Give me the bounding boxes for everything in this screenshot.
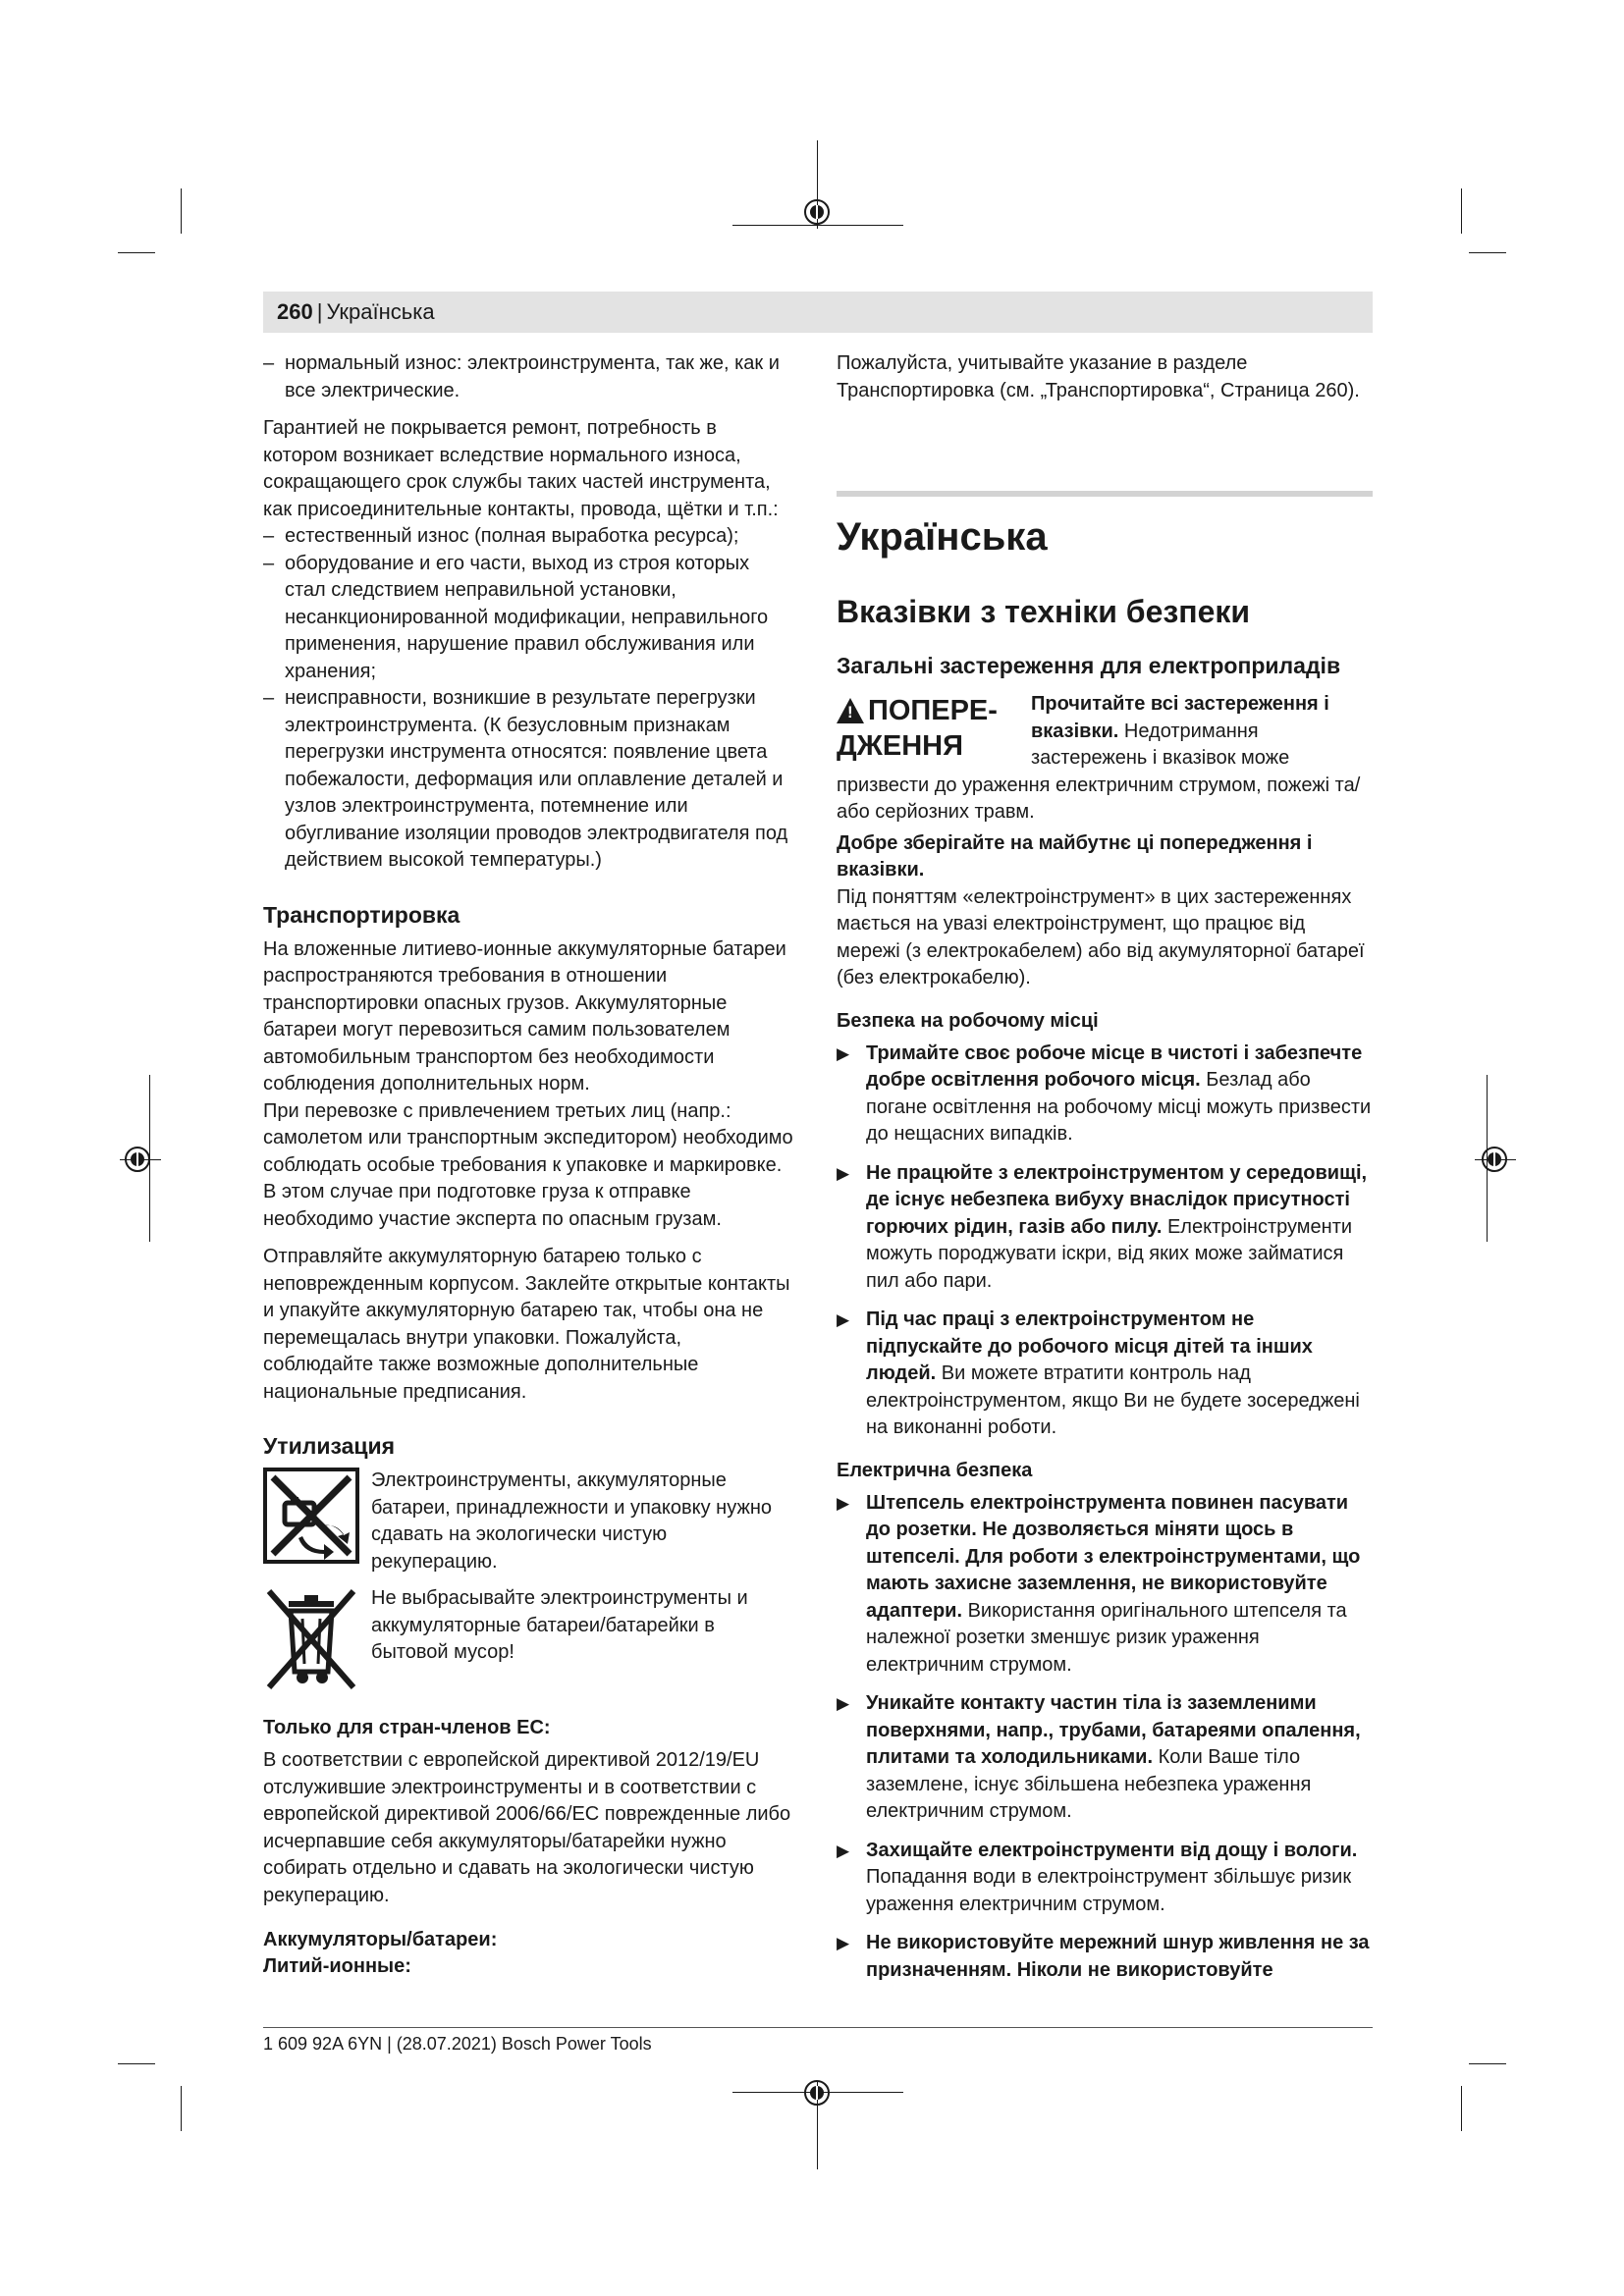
crop-mark [1461, 2086, 1462, 2131]
eu-paragraph: В соответствии с европейской директивой 2012/19/EU отслужившие электроинструменты и в соответствии с европейской директивой 2006/66/EC поврежденные либо исчерпавшие себя аккумуляторы/батарейки нужно собирать отдельно и сдавать на экологически чистую рекуперацию. [263, 1749, 791, 1906]
list-item: – неисправности, возникшие в результате перегрузки электроинструмента. (К безусловным признакам перегрузки инструмента относятся: появление цвета побежалости, деформация или оплавление деталей и узлов электроинструмента, потемнение или обугливание изоляции проводов электродвигателя под действием высокой температуры.) [263, 687, 788, 871]
list-item: ▶ Захищайте електроінструменти від дощу і вологи. Попадання води в електроінструмент збільшує ризик ураження електричним струмом. [837, 1839, 1358, 1915]
transport-paragraph: Отправляйте аккумуляторную батарею только с неповрежденным корпусом. Заклейте открытые контакты и упакуйте аккумуляторную батарею так, чтобы она не перемещалась внутри упаковки. Пожалуйста, соблюдайте также возможные дополнительные национальные предписания. [263, 1246, 790, 1403]
header-language: Українська [326, 299, 435, 324]
list-item: ▶ Під час праці з електроінструментом не підпускайте до робочого місця дітей та інших людей. Ви можете втратити контроль над електроінструментом, якщо Ви не будете зосереджені на виконанні роботи. [837, 1308, 1360, 1438]
crop-mark [1469, 252, 1506, 253]
keep-instructions: Добре зберігайте на майбутнє ці попередження і вказівки. [837, 831, 1313, 881]
warranty-paragraph: Гарантией не покрывается ремонт, потребность в котором возникает вследствие нормального износа, сокращающего срок службы таких частей инструмента, как присоединительные контакты, провода, щётки и т.п.: [263, 417, 779, 520]
workplace-heading: Безпека на робочому місці [837, 1009, 1099, 1032]
crop-mark [118, 252, 155, 253]
bullet-arrow-icon: ▶ [837, 1310, 850, 1329]
warning-triangle-icon: ! [837, 698, 864, 723]
list-item: ▶ Не використовуйте мережний шнур живлення не за призначенням. Ніколи не використовуйте [837, 1932, 1370, 1981]
language-title: Українська [837, 515, 1048, 559]
registration-target-icon [125, 1147, 150, 1172]
page-number: 260 [277, 299, 313, 324]
registration-line [732, 225, 903, 226]
crop-mark [1461, 188, 1462, 234]
transport-paragraph: На вложенные литиево-ионные аккумуляторные батареи распространяются требования в отношении транспортировки опасных грузов. Аккумуляторные батареи могут перевозиться самим пользователем автомобильным транспортом без необходимости соблюдения дополнительных норм. [263, 937, 786, 1095]
list-item: ▶ Штепсель електроінструмента повинен пасувати до розетки. Не дозволяється міняти щось в штепселі. Для роботи з електроінструментами, що мають захисне заземлення, не використовуйте адаптери. Використання оригінального штепселя та належної розетки зменшує ризик ураження електричним струмом. [837, 1491, 1361, 1676]
disposal-text: Электроинструменты, аккумуляторные батареи, принадлежности и упаковку нужно сдавать на экологически чистую рекуперацию. [371, 1469, 772, 1573]
transport-note: Пожалуйста, учитывайте указание в разделе Транспортировка (см. „Транспортировка“, Страница 260). [837, 352, 1360, 401]
li-ion-heading: Литий-ионные: [263, 1955, 411, 1977]
disposal-text: Не выбрасывайте электроинструменты и аккумуляторные батареи/батарейки в бытовой мусор! [371, 1587, 748, 1663]
crop-mark [181, 188, 182, 234]
disposal-heading: Утилизация [263, 1433, 396, 1459]
registration-target-icon [804, 199, 830, 225]
warning-label: ! ПОПЕРЕ-ДЖЕННЯ [837, 695, 998, 762]
crossed-battery-recycle-icon [263, 1468, 359, 1564]
footer-rule [263, 2027, 1373, 2028]
general-warnings-title: Загальні застереження для електроприладів [837, 653, 1341, 678]
bullet-arrow-icon: ▶ [837, 1163, 850, 1183]
disposal-row [263, 1585, 793, 1693]
electrical-heading: Електрична безпека [837, 1459, 1033, 1481]
definition-paragraph: Під поняттям «електроінструмент» в цих застереженнях мається на увазі електроінструмент, що працює від мережі (з електрокабелем) або від акумуляторної батареї (без електрокабелю). [837, 885, 1365, 988]
disposal-row [263, 1468, 793, 1575]
bullet-arrow-icon: ▶ [837, 1694, 850, 1713]
transport-paragraph: При перевозке с привлечением третьих лиц (напр.: самолетом или транспортным экспедитором) необходимо соблюдать особые требования к упаковке и маркировке. В этом случае при подготовке груза к отправке необходимо участие эксперта по опасным грузам. [263, 1099, 793, 1230]
bullet-arrow-icon: ▶ [837, 1934, 850, 1952]
bullet-arrow-icon: ▶ [837, 1043, 850, 1063]
section-divider [837, 491, 1373, 497]
crop-mark [1469, 2063, 1506, 2064]
transport-heading: Транспортировка [263, 901, 460, 928]
registration-target-icon [804, 2080, 830, 2106]
list-item: – оборудование и его части, выход из строя которых стал следствием неправильной установки, несанкционированной модификации, неправильного применения, нарушение правил обслуживания или хранения; [263, 552, 769, 682]
bullet-arrow-icon: ▶ [837, 1493, 850, 1513]
page-header [277, 297, 435, 327]
crossed-wheelie-bin-icon [263, 1585, 359, 1693]
warning-block [837, 691, 1373, 827]
warning-text: Недотримання застережень і вказівок може призвести до ураження електричним струмом, пожежі та/або серйозних травм. [837, 720, 1361, 823]
crop-mark [118, 2063, 155, 2064]
bullet-arrow-icon: ▶ [837, 1841, 850, 1860]
left-column [263, 350, 793, 1986]
right-column [837, 350, 1373, 1996]
list-item: ▶ Тримайте своє робоче місце в чистоті і забезпечте добре освітлення робочого місця. Безлад або погане освітлення на робочому місці можуть призвести до нещасних випадків. [837, 1041, 1372, 1145]
list-item: – нормальный износ: электроинструмента, так же, как и все электрические. [263, 352, 780, 401]
list-item: ▶ Не працюйте з електроінструментом у середовищі, де існує небезпека вибуху внаслідок присутності горючих рідин, газів або пилу. Електроінструменти можуть породжувати іскри, від яких може займатися пил або пари. [837, 1161, 1368, 1292]
list-item: – естественный износ (полная выработка ресурса); [263, 525, 739, 547]
crop-mark [181, 2086, 182, 2131]
batteries-heading: Аккумуляторы/батареи: [263, 1929, 498, 1950]
registration-target-icon [1482, 1147, 1507, 1172]
header-separator: | [316, 299, 323, 324]
eu-heading: Только для стран-членов ЕС: [263, 1717, 551, 1738]
safety-title: Вказівки з техніки безпеки [837, 594, 1251, 629]
list-item: ▶ Уникайте контакту частин тіла із заземленими поверхнями, напр., трубами, батареями опалення, плитами та холодильниками. Коли Ваше тіло заземлене, існує збільшена небезпека ураження електричним струмом. [837, 1692, 1361, 1822]
footer-text: 1 609 92A 6YN | (28.07.2021) Bosch Power Tools [263, 2034, 652, 2054]
warning-bold-text: Прочитайте всі застереження і вказівки. [1031, 693, 1329, 742]
